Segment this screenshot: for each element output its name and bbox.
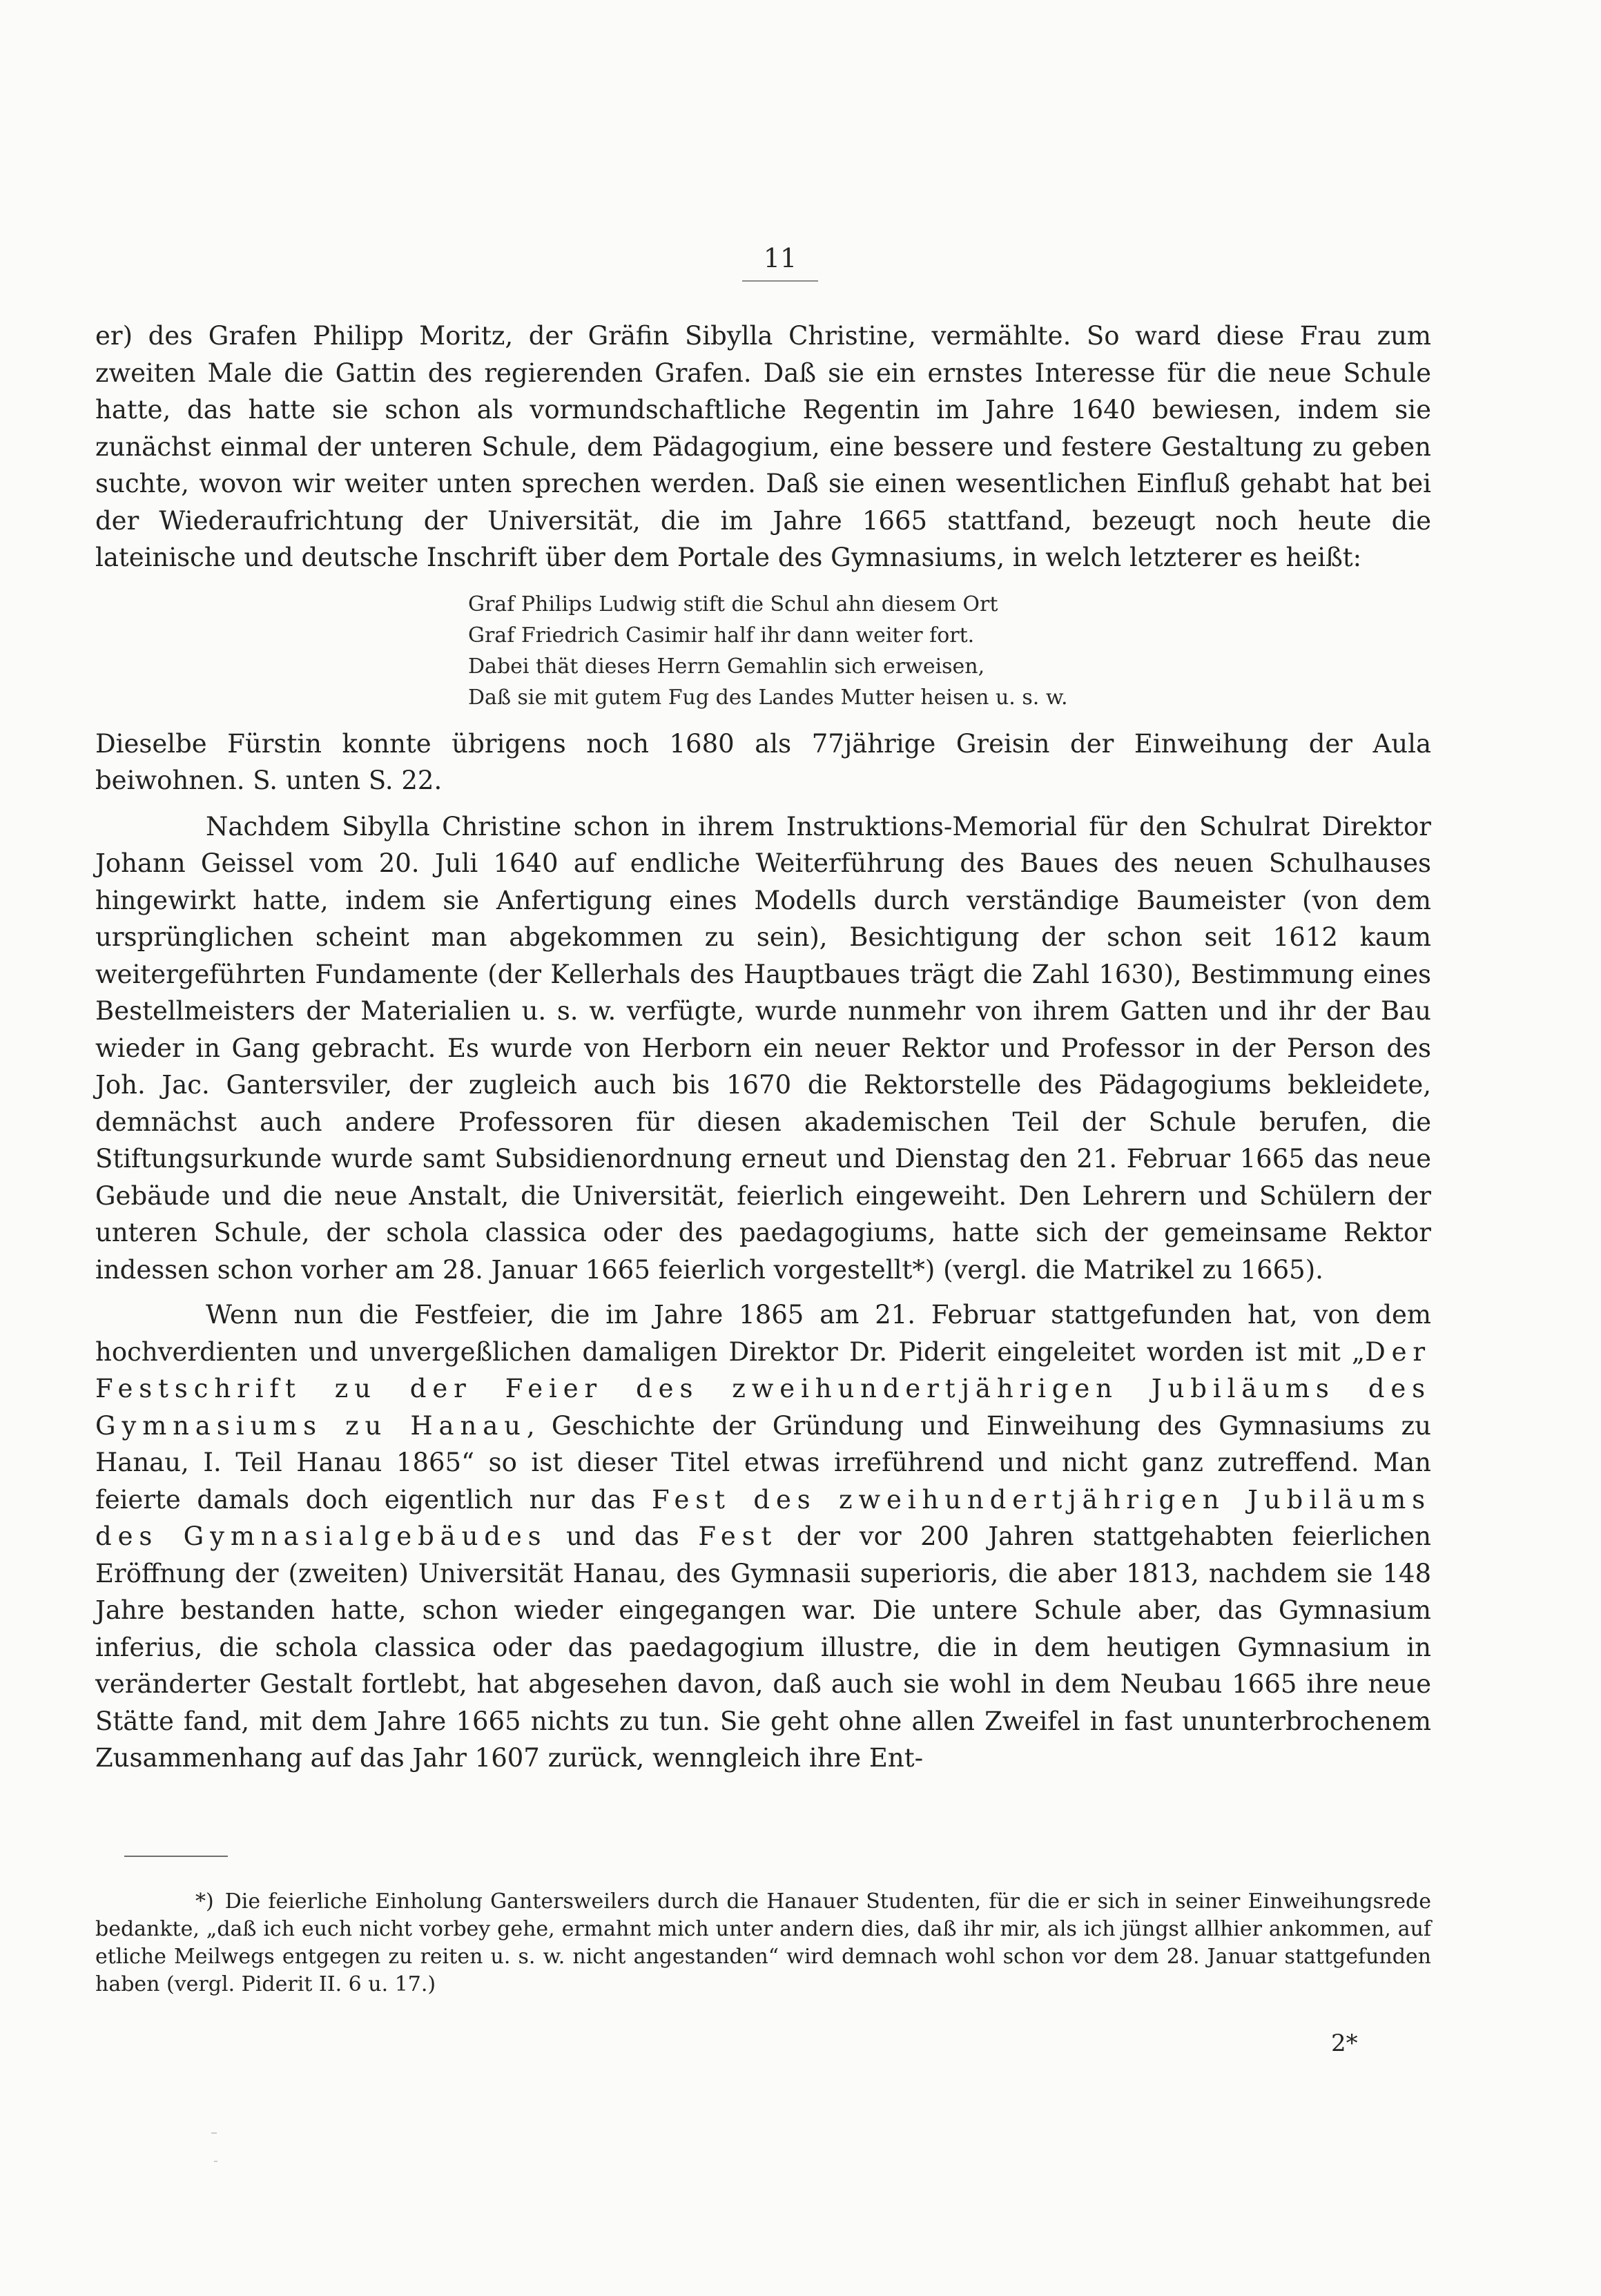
text-run: Wenn nun die Festfeier, die im Jahre 1865 am 21. Februar stattgefunden hat, von dem hochverdienten und unvergeßlichen damaligen Direktor Dr. Piderit eingeleitet worden ist mit „: [95, 1300, 1431, 1367]
emphasis-fest: Fest: [698, 1521, 778, 1551]
text-run: und das: [547, 1521, 699, 1551]
paper-speck: [214, 2161, 217, 2162]
page-number: 11: [718, 243, 842, 282]
text-run: , Geschichte der Gründung und Einweihung des Gymnasiums zu Hanau, I. Teil Hanau 1865“ so ist dieser Titel etwas irreführend und nicht ganz zutreffend. Man feierte damals doch eigentlich nur das: [95, 1410, 1431, 1515]
printer-signature-mark: 2*: [1331, 2030, 1358, 2057]
footnote-marker: *): [195, 1889, 214, 1914]
footnote-divider: [124, 1856, 228, 1857]
emphasis-fest-gebaeude: Fest des zweihundertjährigen Jubiläums des Gymnasialgebäudes: [95, 1484, 1431, 1551]
paper-speck: [211, 2132, 217, 2134]
inscription-quote: [468, 589, 1431, 713]
inscription-line: Daß sie mit gutem Fug des Landes Mutter heisen u. s. w.: [468, 685, 1068, 710]
inscription-line: Graf Friedrich Casimir half ihr dann weiter fort.: [468, 623, 975, 648]
paragraph-festfeier: [95, 1296, 1431, 1777]
paragraph-building: Nachdem Sibylla Christine schon in ihrem Instruktions-Memorial für den Schulrat Direktor Johann Geissel vom 20. Juli 1640 auf endliche Weiterführung des Baues des neuen Schulhauses hingewirkt hatte, indem sie Anfertigung eines Modells durch verständige Baumeister (von dem ursprünglichen scheint man abgekommen zu sein), Besichtigung der schon seit 1612 kaum weitergeführten Fundamente (der Kellerhals des Hauptbaues trägt die Zahl 1630), Bestimmung eines Bestellmeisters der Materialien u. s. w. verfügte, wurde nunmehr von ihrem Gatten und ihr der Bau wieder in Gang gebracht. Es wurde von Herborn ein neuer Rektor und Professor in der Person des Joh. Jac. Gantersviler, der zugleich auch bis 1670 die Rektorstelle des Pädagogiums bekleidete, demnächst auch andere Professoren für diesen akademischen Teil der Schule berufen, die Stiftungsurkunde wurde samt Subsidienordnung erneut und Dienstag den 21. Februar 1665 das neue Gebäude und die neue Anstalt, die Universität, feierlich eingeweiht. Den Lehrern und Schülern der unteren Schule, der schola classica oder des paedagogiums, hatte sich der gemeinsame Rektor indessen schon vorher am 28. Januar 1665 feierlich vorgestellt*) (vergl. die Matrikel zu 1665).: [95, 811, 1431, 1285]
paragraph-continued: er) des Grafen Philipp Moritz, der Gräfin Sibylla Christine, vermählte. So ward diese Frau zum zweiten Male die Gattin des regierenden Grafen. Daß sie ein ernstes Interesse für die neue Schule hatte, das hatte sie schon als vormundschaftliche Regentin im Jahre 1640 bewiesen, indem sie zunächst einmal der unteren Schule, dem Pädagogium, eine bessere und festere Gestaltung zu geben suchte, wovon wir weiter unten sprechen werden. Daß sie einen wesentlichen Einfluß gehabt hat bei der Wiederaufrichtung der Universität, die im Jahre 1665 stattfand, bezeugt noch heute die lateinische und deutsche Inschrift über dem Portale des Gymnasiums, in welch letzterer es heißt:: [95, 321, 1431, 572]
inscription-line: Graf Philips Ludwig stift die Schul ahn diesem Ort: [468, 592, 998, 616]
inscription-line: Dabei thät dieses Herrn Gemahlin sich erweisen,: [468, 654, 985, 679]
footnote-text: Die feierliche Einholung Gantersweilers durch die Hanauer Studenten, für die er sich in seiner Einweihungsrede bedankte, „daß ich euch nicht vorbey gehe, ermahnt mich unter andern dies, daß ihr mir, als ich jüngst allhier ankommen, auf etliche Meilwegs entgegen zu reiten u. s. w. nicht angestanden“ wird demnach wohl schon vor dem 28. Januar stattgefunden haben (vergl. Piderit II. 6 u. 17.): [95, 1889, 1431, 1996]
text-run: der vor 200 Jahren stattgehabten feierlichen Eröffnung der (zweiten) Universität Hanau, des Gymnasii superioris, die aber 1813, nachdem sie 148 Jahre bestanden hatte, schon wieder eingegangen war. Die untere Schule aber, das Gymnasium inferius, die schola classica oder das paedagogium illustre, die in dem heutigen Gymnasium in veränderter Gestalt fortlebt, hat abgesehen davon, daß auch sie wohl in dem Neubau 1665 ihre neue Stätte fand, mit dem Jahre 1665 nichts zu tun. Sie geht ohne allen Zweifel in fast ununterbrochenem Zusammenhang auf das Jahr 1607 zurück, wenngleich ihre Ent-: [95, 1521, 1431, 1773]
paragraph-after-inscription: Dieselbe Fürstin konnte übrigens noch 1680 als 77jährige Greisin der Einweihung der Aula beiwohnen. S. unten S. 22.: [95, 728, 1431, 795]
festschrift-title: Der Festschrift zu der Feier des zweihundertjährigen Jubiläums des Gymnasiums zu Hanau: [95, 1336, 1431, 1441]
footnote: [95, 1888, 1431, 1998]
main-text: [95, 318, 1431, 1777]
